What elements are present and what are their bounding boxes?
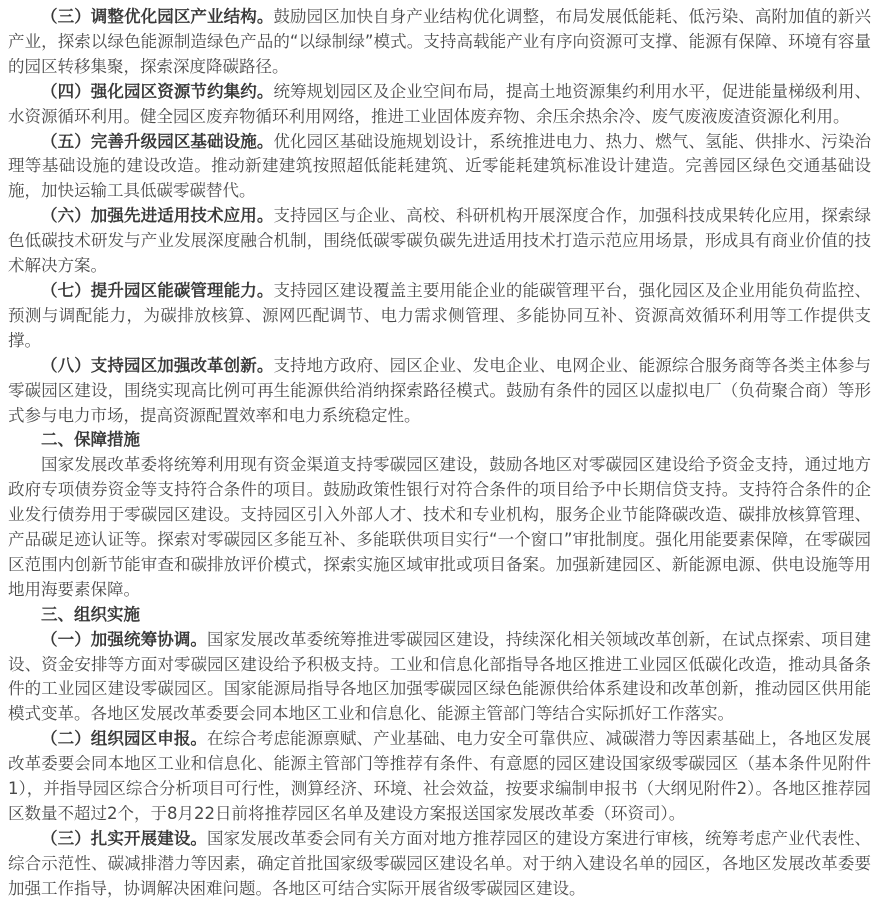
paragraph: [8, 354, 871, 429]
paragraph-lead: （一）加强统筹协调。: [41, 629, 208, 649]
paragraph-lead: （八）支持园区加强改革创新。: [41, 355, 274, 375]
paragraph-lead: （三）调整优化园区产业结构。: [41, 7, 274, 26]
paragraph-lead: （三）扎实开展建设。: [41, 828, 208, 848]
paragraph: [8, 204, 871, 279]
paragraph: [8, 80, 871, 130]
paragraph-lead: （四）强化园区资源节约集约。: [41, 81, 274, 101]
paragraph-body: 鼓励园区加快自身产业结构优化调整，布局发展低能耗、低污染、高附加值的新兴产业，探索以绿色能源制造绿色产品的“以绿制绿”模式。支持高载能产业有序向资源可支撑、能源有保障、环境有容量的园区转移集聚，探索深度降碳路径。: [8, 7, 872, 76]
paragraph: [8, 827, 871, 902]
paragraph: [8, 453, 871, 602]
paragraph-body: 支持园区与企业、高校、科研机构开展深度合作，加强科技成果转化应用，探索绿色低碳技术研发与产业发展深度融合机制，围绕低碳零碳负碳先进适用技术打造示范应用场景，形成具有商业价值的技术解决方案。: [8, 206, 872, 276]
paragraph-body: 支持园区建设覆盖主要用能企业的能碳管理平台，强化园区及企业用能负荷监控、预测与调配能力，为碳排放核算、源网匹配调节、电力需求侧管理、多能协同互补、资源高效循环利用等工作提供支撑。: [8, 280, 872, 350]
paragraph: [8, 628, 871, 728]
paragraph-body: 国家发展改革委统筹推进零碳园区建设，持续深化相关领域改革创新，在试点探索、项目建设、资金安排等方面对零碳园区建设给予积极支持。工业和信息化部指导各地区推进工业园区低碳化改造，推动具备条件的工业园区建设零碳园区。国家能源局指导各地区加强零碳园区绿色能源供给体系建设和改革创新，推动园区供用能模式变革。各地区发展改革委要会同本地区工业和信息化、能源主管部门等结合实际抓好工作落实。: [8, 629, 872, 724]
paragraph-body: 国家发展改革委会同有关方面对地方推荐园区的建设方案进行审核，统筹考虑产业代表性、综合示范性、碳减排潜力等因素，确定首批国家级零碳园区建设名单。对于纳入建设名单的园区，各地区发展改革委要加强工作指导，协调解决困难问题。各地区可结合实际开展省级零碳园区建设。: [8, 828, 872, 898]
paragraph-body: 在综合考虑能源禀赋、产业基础、电力安全可靠供应、减碳潜力等因素基础上，各地区发展改革委要会同本地区工业和信息化、能源主管部门等推荐有条件、有意愿的园区建设国家级零碳园区（基本条件见附件1），并指导园区综合分析项目可行性，测算经济、环境、社会效益，按要求编制申报书（大纲见附件2）。各地区推荐园区数量不超过2个，于8月22日前将推荐园区名单及建设方案报送国家发展改革委（环资司）。: [8, 729, 872, 823]
paragraph: [8, 279, 871, 354]
paragraph: [8, 727, 871, 827]
paragraph-body: 统筹规划园区及企业空间布局，提高土地资源集约利用水平，促进能量梯级利用、水资源循环利用。健全园区废弃物循环利用网络，推进工业固体废弃物、余压余热余冷、废气废液废渣资源化利用。: [8, 81, 872, 126]
section-heading: 三、组织实施: [41, 604, 140, 624]
paragraph-body: 国家发展改革委将统筹利用现有资金渠道支持零碳园区建设，鼓励各地区对零碳园区建设给予资金支持，通过地方政府专项债券资金等支持符合条件的项目。鼓励政策性银行对符合条件的项目给予中长期信贷支持。支持符合条件的企业发行债券用于零碳园区建设。支持园区引入外部人才、技术和专业机构，服务企业节能降碳改造、碳排放核算管理、产品碳足迹认证等。探索对零碳园区多能互补、多能联供项目实行“一个窗口”审批制度。强化用能要素保障，在零碳园区范围内创新节能审查和碳排放评价模式，探索实施区域审批或项目备案。加强新建园区、新能源电源、供电设施等用地用海要素保障。: [8, 455, 871, 599]
paragraph: [8, 130, 871, 205]
paragraph-body: 优化园区基础设施规划设计，系统推进电力、热力、燃气、氢能、供排水、污染治理等基础设施的建设改造。推动新建建筑按照超低能耗建筑、近零能耗建筑标准设计建造。完善园区绿色交通基础设施，加快运输工具低碳零碳替代。: [8, 131, 872, 201]
paragraph-lead: （五）完善升级园区基础设施。: [41, 131, 274, 151]
paragraph: [8, 5, 871, 80]
paragraph-body: 支持地方政府、园区企业、发电企业、电网企业、能源综合服务商等各类主体参与零碳园区建设，围绕实现高比例可再生能源供给消纳探索路径模式。鼓励有条件的园区以虚拟电厂（负荷聚合商）等形式参与电力市场，提高资源配置效率和电力系统稳定性。: [8, 355, 872, 425]
section-heading: 二、保障措施: [41, 430, 140, 450]
paragraph-lead: （六）加强先进适用技术应用。: [41, 206, 274, 226]
paragraph-lead: （二）组织园区申报。: [41, 729, 208, 749]
paragraph-lead: （七）提升园区能碳管理能力。: [41, 280, 274, 300]
